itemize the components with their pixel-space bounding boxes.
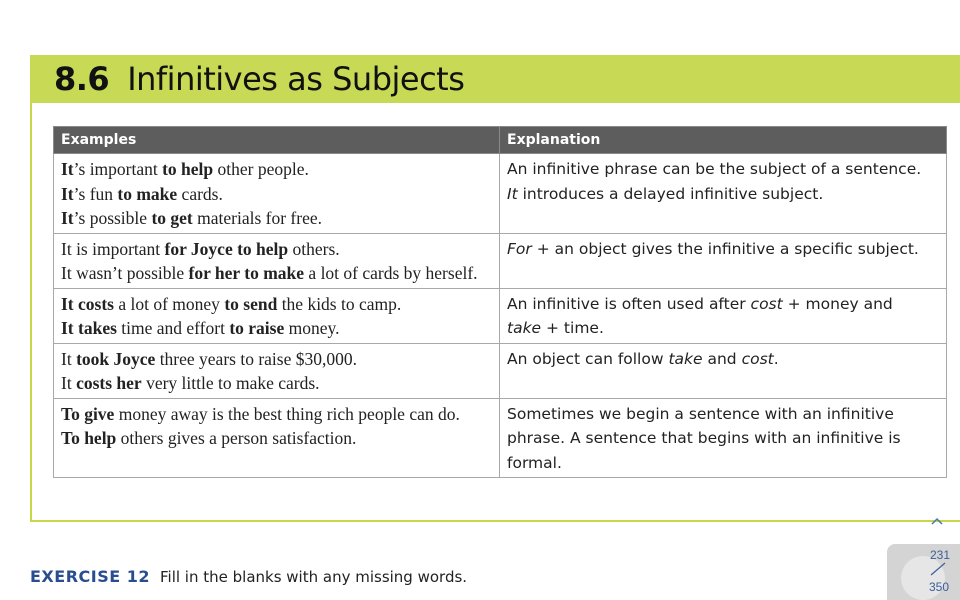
text-segment: costs her [76,373,142,393]
section-number: 8.6 [54,60,110,98]
text-segment: to raise [229,318,285,338]
text-segment: to send [224,293,278,314]
table-row [54,233,947,288]
text-segment: others. [288,238,340,259]
example-cell-line [61,292,492,317]
explanation-cell-line [507,157,939,182]
section-title [54,59,464,99]
explanation-cell [500,154,947,234]
example-cell-line [61,261,492,286]
page-indicator[interactable] [887,544,960,600]
text-segment: It takes [61,318,117,338]
explanation-cell [500,233,947,288]
explanation-cell-line [507,402,939,476]
text-segment: ’s possible [73,208,152,228]
table-row [54,288,947,343]
example-cell [54,288,500,343]
text-segment: to help [162,159,214,179]
example-cell [54,154,500,234]
table-row [54,154,947,234]
example-cell-line [61,182,492,207]
text-segment: a lot of money [113,293,225,314]
header-explanation: Explanation [500,127,947,154]
text-segment: + money and [782,294,893,313]
exercise-label: EXERCISE 12 [30,567,150,586]
total-page-count: 350 [928,580,949,594]
text-segment: money away is the best thing rich people can do. [114,403,460,424]
text-segment: An object can follow [507,349,669,368]
text-segment: very little to make cards. [141,373,320,393]
text-segment: take [668,349,703,368]
example-cell-line [61,237,492,262]
text-segment: three years to raise $30,000. [155,348,357,369]
current-page-number: 231 [929,548,950,562]
example-cell-line [61,426,492,451]
text-segment: It [507,184,518,203]
text-segment: for her to make [188,263,305,283]
example-cell [54,343,500,398]
text-segment: + an object gives the infinitive a specific subject. [531,239,919,258]
text-segment: to get [151,208,193,228]
text-segment: others gives a person satisfaction. [116,428,357,448]
text-segment: time and effort [116,318,230,338]
exercise-heading [30,567,467,586]
text-segment: money. [284,318,340,338]
table-row [54,398,947,478]
text-segment: . [773,349,779,368]
text-segment: take [507,319,542,337]
explanation-cell [500,288,947,343]
example-cell-line [61,371,492,396]
explanation-cell-line [507,316,939,341]
text-segment: took Joyce [76,348,156,369]
text-segment: It [61,373,77,393]
exercise-instruction: Fill in the blanks with any missing words. [160,568,468,586]
example-cell [54,398,500,478]
chevron-up-icon[interactable] [928,513,946,529]
text-segment: cost [741,349,774,368]
section-title-bar [30,55,960,103]
text-segment: other people. [213,159,309,179]
text-segment: cards. [177,183,223,204]
text-segment: An infinitive is often used after [507,294,751,313]
text-segment: materials for free. [192,208,322,228]
example-cell-line [61,347,492,372]
text-segment: To give [61,403,115,424]
text-segment: to make [117,183,178,204]
example-cell-line [61,157,492,182]
text-segment: ’s important [73,159,163,179]
explanation-cell-line [507,237,939,262]
text-segment: ’s fun [73,183,118,204]
text-segment: for Joyce to help [164,238,289,259]
text-segment: cost [750,294,783,313]
explanation-cell-line [507,347,939,372]
text-segment: An infinitive phrase can be the subject of a sentence. [507,160,922,178]
text-segment: It [61,348,77,369]
text-segment: introduces a delayed infinitive subject. [517,184,824,203]
explanation-cell-line [507,182,939,207]
table-header-row [54,127,947,154]
text-segment: + time. [541,319,604,337]
example-cell-line [61,316,492,341]
header-examples: Examples [54,127,500,154]
text-segment: and [702,349,742,368]
example-cell-line [61,402,492,427]
table-row [54,343,947,398]
text-segment: It [61,208,74,228]
example-cell-line [61,206,492,231]
text-segment: It [61,183,74,204]
grammar-table [53,126,947,478]
explanation-cell [500,343,947,398]
example-cell [54,233,500,288]
text-segment: a lot of cards by herself. [304,263,478,283]
text-segment: It costs [61,293,114,314]
table-body [54,154,947,478]
text-segment: For [507,239,532,258]
section-title-label: Infinitives as Subjects [127,60,465,98]
text-segment: the kids to camp. [277,293,402,314]
text-segment: It is important [61,238,165,259]
text-segment: To help [61,428,117,448]
text-segment: It wasn’t possible [61,263,189,283]
text-segment: It [61,159,74,179]
explanation-cell [500,398,947,478]
explanation-cell-line [507,292,939,317]
text-segment: Sometimes we begin a sentence with an infinitive phrase. A sentence that begins with an infinitive is formal. [507,404,901,472]
